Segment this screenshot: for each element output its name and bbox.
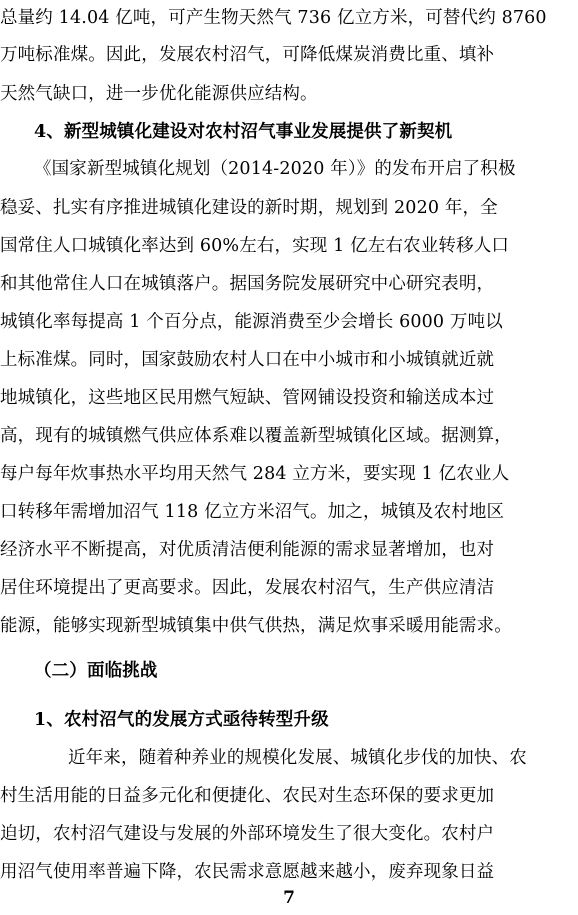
text-line: 迫切，农村沼气建设与发展的外部环境发生了很大变化。农村户 <box>0 824 495 844</box>
paragraph-start: 近年来，随着种养业的规模化发展、城镇化步伐的加快、农 <box>68 748 527 768</box>
text-line: 上标准煤。同时，国家鼓励农村人口在中小城市和小城镇就近就 <box>0 350 495 370</box>
subsection-heading: （二）面临挑战 <box>34 661 158 681</box>
text-line: 经济水平不断提高，对优质清洁便利能源的需求显著增加，也对 <box>0 540 495 560</box>
text-line: 能源，能够实现新型城镇集中供气供热，满足炊事采暖用能需求。 <box>0 616 512 636</box>
text-line: 每户每年炊事热水平均用天然气 284 立方米，要实现 1 亿农业人 <box>0 464 510 484</box>
text-line: 总量约 14.04 亿吨，可产生物天然气 736 亿立方米，可替代约 8760 <box>0 8 547 28</box>
section-heading: 4、新型城镇化建设对农村沼气事业发展提供了新契机 <box>34 122 453 142</box>
text-line: 稳妥、扎实有序推进城镇化建设的新时期，规划到 2020 年，全 <box>0 198 498 218</box>
text-line: 用沼气使用率普遍下降，农民需求意愿越来越小，废弃现象日益 <box>0 862 495 882</box>
text-line: 居住环境提出了更高要求。因此，发展农村沼气，生产供应清洁 <box>0 578 495 598</box>
page-number: 7 <box>283 888 295 908</box>
text-line: 国常住人口城镇化率达到 60%左右，实现 1 亿左右农业转移人口 <box>0 236 510 256</box>
text-line: 村生活用能的日益多元化和便捷化、农民对生态环保的要求更加 <box>0 786 495 806</box>
text-line: 地城镇化，这些地区民用燃气短缺、管网铺设投资和输送成本过 <box>0 388 495 408</box>
text-line: 和其他常住人口在城镇落户。据国务院发展研究中心研究表明， <box>0 274 495 294</box>
text-line: 城镇化率每提高 1 个百分点，能源消费至少会增长 6000 万吨以 <box>0 312 503 332</box>
section-heading: 1、农村沼气的发展方式亟待转型升级 <box>34 710 329 730</box>
text-line: 口转移年需增加沼气 118 亿立方米沼气。加之，城镇及农村地区 <box>0 502 505 522</box>
text-line: 天然气缺口，进一步优化能源供应结构。 <box>0 84 318 104</box>
paragraph-start: 《国家新型城镇化规划（2014-2020 年）》的发布开启了积极 <box>34 159 516 179</box>
text-line: 万吨标准煤。因此，发展农村沼气，可降低煤炭消费比重、填补 <box>0 45 495 65</box>
text-line: 高，现有的城镇燃气供应体系难以覆盖新型城镇化区域。据测算， <box>0 426 512 446</box>
